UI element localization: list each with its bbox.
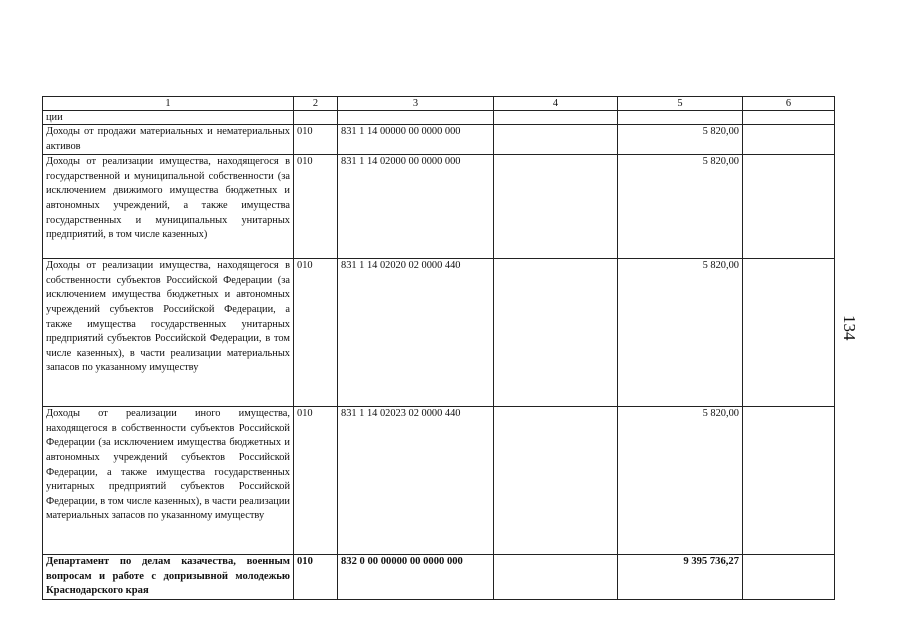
row-amount: 5 820,00 (618, 125, 743, 155)
row-col4 (494, 259, 618, 407)
row-code: 832 0 00 00000 00 0000 000 (338, 555, 494, 600)
row-amount (618, 111, 743, 125)
row-col4 (494, 111, 618, 125)
row-amount: 9 395 736,27 (618, 555, 743, 600)
row-col6 (743, 555, 835, 600)
row-description: Доходы от продажи материальных и нематериальных активов (43, 125, 294, 155)
row-code: 831 1 14 02000 00 0000 000 (338, 155, 494, 259)
row-col6 (743, 111, 835, 125)
row-code: 831 1 14 00000 00 0000 000 (338, 125, 494, 155)
row-col6 (743, 407, 835, 555)
row-description: Доходы от реализации имущества, находящегося в государственной и муниципальной собственности (за исключением движимого имущества бюджетных и автономных учреждений, а также имущества государственных и муниципальных унитарных предприятий, в том числе казенных) (43, 155, 294, 259)
table-row-total (43, 555, 835, 600)
table-row (43, 259, 835, 407)
row-description: ции (43, 111, 294, 125)
row-col2: 010 (294, 407, 338, 555)
header-row (43, 97, 835, 111)
row-col4 (494, 555, 618, 600)
row-col4 (494, 407, 618, 555)
row-col2: 010 (294, 155, 338, 259)
table-row (43, 155, 835, 259)
row-amount: 5 820,00 (618, 407, 743, 555)
row-code: 831 1 14 02023 02 0000 440 (338, 407, 494, 555)
row-description: Департамент по делам казачества, военным вопросам и работе с допризывной молодежью Краснодарского края (43, 555, 294, 600)
row-col2: 010 (294, 259, 338, 407)
table-row (43, 125, 835, 155)
row-col4 (494, 155, 618, 259)
row-col2 (294, 111, 338, 125)
row-col6 (743, 259, 835, 407)
column-header-1: 1 (43, 97, 294, 111)
row-description: Доходы от реализации иного имущества, находящегося в собственности субъектов Российской Федерации (за исключением имущества бюджетных и автономных учреждений субъектов Российской Федерации, а также имущества государственных унитарных предприятий субъектов Российской Федерации, в том числе казенных), в части реализации материальных запасов по указанному имуществу (43, 407, 294, 555)
table-row (43, 407, 835, 555)
column-header-2: 2 (294, 97, 338, 111)
row-description: Доходы от реализации имущества, находящегося в собственности субъектов Российской Федерации (за исключением имущества бюджетных и автономных учреждений субъектов Российской Федерации, а также имущества государственных унитарных предприятий субъектов Российской Федерации, в том числе казенных), в части реализации материальных запасов по указанному имуществу (43, 259, 294, 407)
row-col2: 010 (294, 555, 338, 600)
row-amount: 5 820,00 (618, 155, 743, 259)
page-number: 134 (840, 315, 859, 341)
column-header-3: 3 (338, 97, 494, 111)
column-header-4: 4 (494, 97, 618, 111)
column-header-5: 5 (618, 97, 743, 111)
row-col2: 010 (294, 125, 338, 155)
row-amount: 5 820,00 (618, 259, 743, 407)
row-col6 (743, 155, 835, 259)
row-code (338, 111, 494, 125)
budget-table (42, 96, 835, 600)
row-code: 831 1 14 02020 02 0000 440 (338, 259, 494, 407)
row-col4 (494, 125, 618, 155)
row-col6 (743, 125, 835, 155)
column-header-6: 6 (743, 97, 835, 111)
table-row (43, 111, 835, 125)
